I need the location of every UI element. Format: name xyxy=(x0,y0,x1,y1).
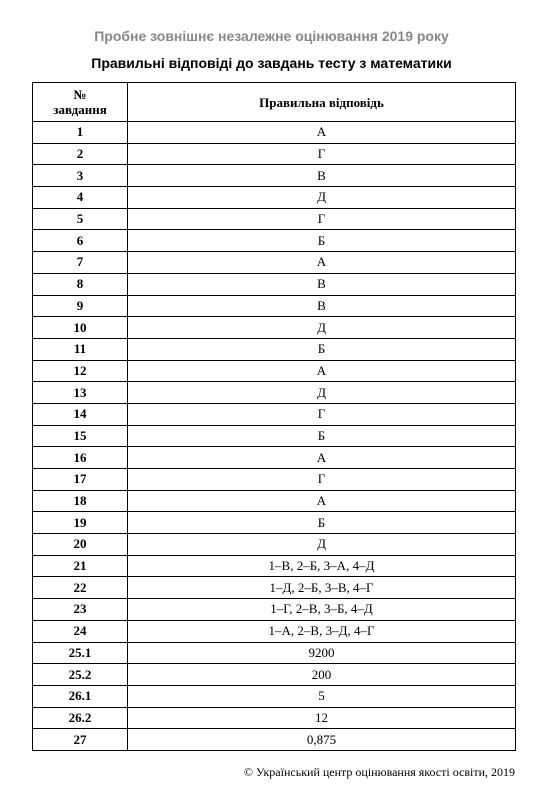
answer-cell: Г xyxy=(128,143,516,165)
answer-cell: В xyxy=(128,165,516,187)
task-number-cell: 20 xyxy=(33,534,128,556)
task-number-cell: 12 xyxy=(33,360,128,382)
answers-table-body xyxy=(33,122,516,751)
table-row xyxy=(33,143,516,165)
table-row xyxy=(33,469,516,491)
table-row xyxy=(33,620,516,642)
document-title: Правильні відповіді до завдань тесту з математики xyxy=(91,55,452,71)
answer-cell: Д xyxy=(128,382,516,404)
task-number-cell: 18 xyxy=(33,490,128,512)
answer-cell: А xyxy=(128,447,516,469)
answer-cell: 5 xyxy=(128,685,516,707)
task-number-cell: 21 xyxy=(33,555,128,577)
answer-cell: Б xyxy=(128,512,516,534)
table-row xyxy=(33,165,516,187)
answer-cell: 1–А, 2–В, 3–Д, 4–Г xyxy=(128,620,516,642)
answer-cell: Г xyxy=(128,208,516,230)
answer-cell: 12 xyxy=(128,707,516,729)
table-row xyxy=(33,642,516,664)
table-row xyxy=(33,664,516,686)
answer-cell: В xyxy=(128,273,516,295)
answer-cell: Д xyxy=(128,534,516,556)
table-row xyxy=(33,187,516,209)
copyright-footer: © Український центр оцінювання якості освіти, 2019 xyxy=(243,765,515,779)
answers-table xyxy=(32,82,516,751)
table-row xyxy=(33,252,516,274)
table-row xyxy=(33,707,516,729)
table-row xyxy=(33,273,516,295)
table-row xyxy=(33,382,516,404)
answer-cell: 1–Д, 2–Б, 3–В, 4–Г xyxy=(128,577,516,599)
table-row xyxy=(33,403,516,425)
table-row xyxy=(33,317,516,339)
table-row xyxy=(33,295,516,317)
table-row xyxy=(33,534,516,556)
answer-cell: А xyxy=(128,122,516,144)
task-number-cell: 27 xyxy=(33,729,128,751)
task-number-cell: 22 xyxy=(33,577,128,599)
table-row xyxy=(33,447,516,469)
task-number-cell: 25.2 xyxy=(33,664,128,686)
task-number-cell: 19 xyxy=(33,512,128,534)
task-number-cell: 7 xyxy=(33,252,128,274)
task-number-cell: 16 xyxy=(33,447,128,469)
header-row xyxy=(33,83,516,122)
task-number-cell: 9 xyxy=(33,295,128,317)
task-number-cell: 11 xyxy=(33,338,128,360)
answer-cell: Г xyxy=(128,403,516,425)
table-row xyxy=(33,122,516,144)
table-row xyxy=(33,685,516,707)
answer-cell: А xyxy=(128,252,516,274)
answer-cell: Г xyxy=(128,469,516,491)
answer-cell: А xyxy=(128,490,516,512)
table-row xyxy=(33,338,516,360)
task-number-header xyxy=(33,83,128,122)
task-number-cell: 8 xyxy=(33,273,128,295)
task-number-cell: 10 xyxy=(33,317,128,339)
table-row xyxy=(33,577,516,599)
task-number-cell: 26.1 xyxy=(33,685,128,707)
answers-table-header xyxy=(33,83,516,122)
task-number-cell: 13 xyxy=(33,382,128,404)
table-row xyxy=(33,230,516,252)
answer-cell: Б xyxy=(128,425,516,447)
document-subtitle: Пробне зовнішнє незалежне оцінювання 2019 року xyxy=(94,28,449,44)
task-number-header-label: завдання xyxy=(53,102,107,117)
answer-cell: А xyxy=(128,360,516,382)
task-number-cell: 3 xyxy=(33,165,128,187)
task-number-cell: 4 xyxy=(33,187,128,209)
task-number-cell: 6 xyxy=(33,230,128,252)
task-number-cell: 25.1 xyxy=(33,642,128,664)
answer-cell: Б xyxy=(128,338,516,360)
table-row xyxy=(33,208,516,230)
table-row xyxy=(33,360,516,382)
answer-header: Правильна відповідь xyxy=(128,83,516,122)
answer-cell: 0,875 xyxy=(128,729,516,751)
answer-cell: Д xyxy=(128,187,516,209)
answer-cell: Б xyxy=(128,230,516,252)
task-number-cell: 1 xyxy=(33,122,128,144)
table-row xyxy=(33,490,516,512)
table-row xyxy=(33,512,516,534)
table-row xyxy=(33,555,516,577)
answer-cell: В xyxy=(128,295,516,317)
answer-cell: Д xyxy=(128,317,516,339)
table-row xyxy=(33,425,516,447)
task-number-cell: 15 xyxy=(33,425,128,447)
answer-cell: 1–Г, 2–В, 3–Б, 4–Д xyxy=(128,599,516,621)
answer-cell: 200 xyxy=(128,664,516,686)
task-number-cell: 14 xyxy=(33,403,128,425)
task-number-cell: 17 xyxy=(33,469,128,491)
table-row xyxy=(33,599,516,621)
task-number-cell: 2 xyxy=(33,143,128,165)
answer-cell: 9200 xyxy=(128,642,516,664)
task-number-cell: 23 xyxy=(33,599,128,621)
task-number-cell: 5 xyxy=(33,208,128,230)
answer-cell: 1–В, 2–Б, 3–А, 4–Д xyxy=(128,555,516,577)
task-number-cell: 24 xyxy=(33,620,128,642)
table-row xyxy=(33,729,516,751)
task-number-cell: 26.2 xyxy=(33,707,128,729)
task-number-header-symbol: № xyxy=(73,87,87,102)
